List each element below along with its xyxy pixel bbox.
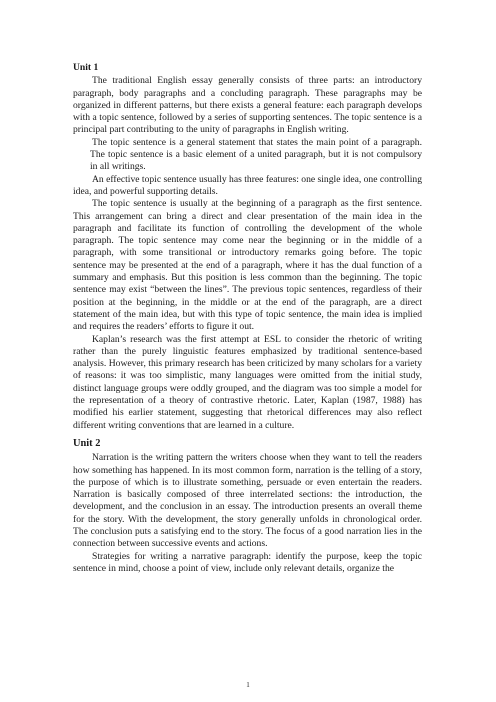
unit-1-paragraph-1: The traditional English essay generally consists of three parts: an introductory paragraph, body paragraphs and a concluding paragraph. These paragraphs may be organized in different patterns, but there exists a general feature: each paragraph develops with a topic sentence, followed by a series of supporting sentences. The topic sentence is a principal part contributing to the unity of paragraphs in English writing.	[73, 75, 422, 136]
unit-2-paragraph-2: Strategies for writing a narrative paragraph: identify the purpose, keep the topic sentence in mind, choose a point of view, include only relevant details, organize the	[73, 550, 422, 574]
document-body	[73, 62, 422, 575]
unit-2-paragraph-1: Narration is the writing pattern the writers choose when they want to tell the readers how something has happened. In its most common form, narration is the telling of a story, the purpose of which is to illustrate something, persuade or even entertain the readers. Narration is basically composed of three interrelated sections: the introduction, the development, and the conclusion in an essay. The introduction presents an overall theme for the story. With the development, the story generally unfolds in chronological order. The conclusion puts a satisfying end to the story. The focus of a good narration lies in the connection between successive events and actions.	[73, 452, 422, 550]
unit-1-paragraph-5: Kaplan’s research was the first attempt at ESL to consider the rhetoric of writing rather than the purely linguistic features emphasized by traditional sentence-based analysis. However, this primary research has been criticized by many scholars for a variety of reasons: it was too simplistic, many languages were omitted from the initial study, distinct language groups were oddly grouped, and the diagram was too simple a model for the representation of a theory of contrastive rhetoric. Later, Kaplan (1987, 1988) has modified his earlier statement, suggesting that rhetorical differences may also reflect different writing conventions that are learned in a culture.	[73, 333, 422, 431]
page-number: 1	[246, 681, 250, 689]
unit-1-paragraph-4: The topic sentence is usually at the beginning of a paragraph as the first sentence. This arrangement can bring a direct and clear presentation of the main idea in the paragraph and facilitate its function of controlling the development of the whole paragraph. The topic sentence may come near the beginning or in the middle of a paragraph, with some transitional or introductory remarks going before. The topic sentence may be presented at the end of a paragraph, where it has the dual function of a summary and emphasis. But this position is less common than the beginning. The topic sentence may exist “between the lines”. The previous topic sentences, regardless of their position at the beginning, in the middle or at the end of the paragraph, are a direct statement of the main idea, but with this type of topic sentence, the main idea is implied and requires the readers’ efforts to figure it out.	[73, 198, 422, 333]
unit-2-heading: Unit 2	[73, 437, 101, 449]
unit-1-paragraph-2: The topic sentence is a general statement that states the main point of a paragraph. The topic sentence is a basic element of a united paragraph, but it is not compulsory in all writings.	[90, 136, 422, 173]
unit-1-paragraph-3: An effective topic sentence usually has three features: one single idea, one controlling idea, and powerful supporting details.	[73, 173, 422, 197]
unit-1-heading: Unit 1	[73, 62, 99, 73]
